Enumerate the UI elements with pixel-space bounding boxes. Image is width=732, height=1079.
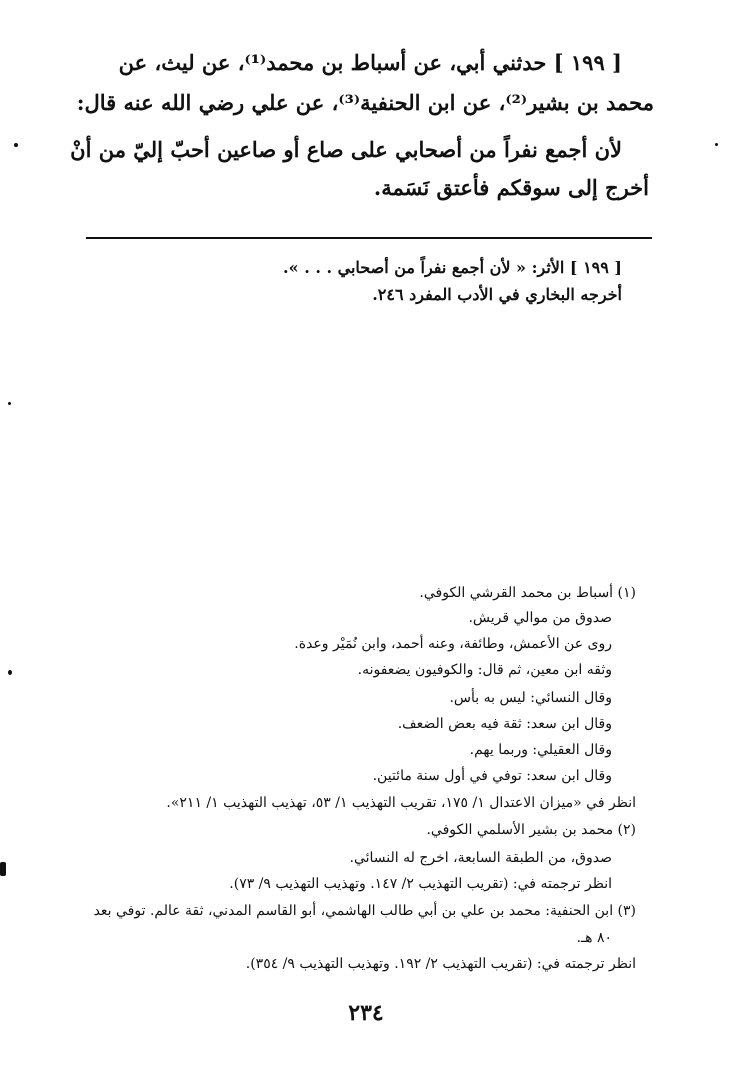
page-number: ٢٣٤ [348,1000,384,1026]
footnote-1-line: روى عن الأعمش، وطائفة، وعنه أحمد، وابن نُمَيْر وعدة. [294,636,612,652]
footnote-1-line: وثقه ابن معين، ثم قال: والكوفيون يضعفونه. [357,662,612,678]
footnote-3-title: (٣) ابن الحنفية: محمد بن علي بن أبي طالب الهاشمي، أبو القاسم المدني، ثقة عالم. توفي بعد [93,903,636,919]
footnote-3-references: انظر ترجمته في: (تقريب التهذيب ٢/ ١٩٢. وتهذيب التهذيب ٩/ ٣٥٤). [245,956,636,972]
scan-speck [8,670,12,675]
footnote-1-line: وقال ابن سعد: توفي في أول سنة مائتين. [372,768,612,784]
footnote-1-line: وقال العقيلي: وربما يهم. [469,742,612,758]
main-line-4: أخرج إلى سوقكم فأعتق نَسَمة. [373,175,649,200]
footnote-3-line: ٨٠ هـ. [576,930,612,946]
footnote-2-line: صدوق، من الطبقة السابعة، اخرج له النسائي. [349,850,612,866]
main-line-3: لأن أجمع نفراً من أصحابي على صاع أو صاعين أحبّ إليّ من أنْ [70,137,622,162]
footnote-1-line: وقال ابن سعد: ثقة فيه بعض الضعف. [397,716,612,732]
scan-speck [8,402,11,405]
takhrij-line-1: [ ١٩٩ ] الأثر: « لأن أجمع نفراً من أصحابي . . . ». [283,258,622,277]
footnote-1-line: وقال النسائي: ليس به بأس. [449,690,612,706]
footnote-2-references: انظر ترجمته في: (تقريب التهذيب ٢/ ١٤٧. وتهذيب التهذيب ٩/ ٧٣). [229,876,612,892]
scan-speck [14,143,18,147]
scan-speck [715,143,718,146]
main-line-1: [ ١٩٩ ] حدثني أبي، عن أسباط بن محمد⁽¹⁾، عن ليث، عن [118,50,622,75]
separator-rule [86,237,652,239]
footnote-1-line: صدوق من موالي قريش. [468,610,612,626]
footnote-2-title: (٢) محمد بن بشير الأسلمي الكوفي. [426,822,636,838]
footnote-1-title: (١) أسباط بن محمد القرشي الكوفي. [419,585,636,601]
footnote-1-references: انظر في «ميزان الاعتدال ١/ ١٧٥، تقريب التهذيب ١/ ٥٣، تهذيب التهذيب ١/ ٢١١». [166,795,636,811]
main-line-2: محمد بن بشير⁽²⁾، عن ابن الحنفية⁽³⁾، عن علي رضي الله عنه قال: [76,90,654,115]
scan-speck [0,862,6,876]
takhrij-line-2: أخرجه البخاري في الأدب المفرد ٢٤٦. [372,285,622,304]
